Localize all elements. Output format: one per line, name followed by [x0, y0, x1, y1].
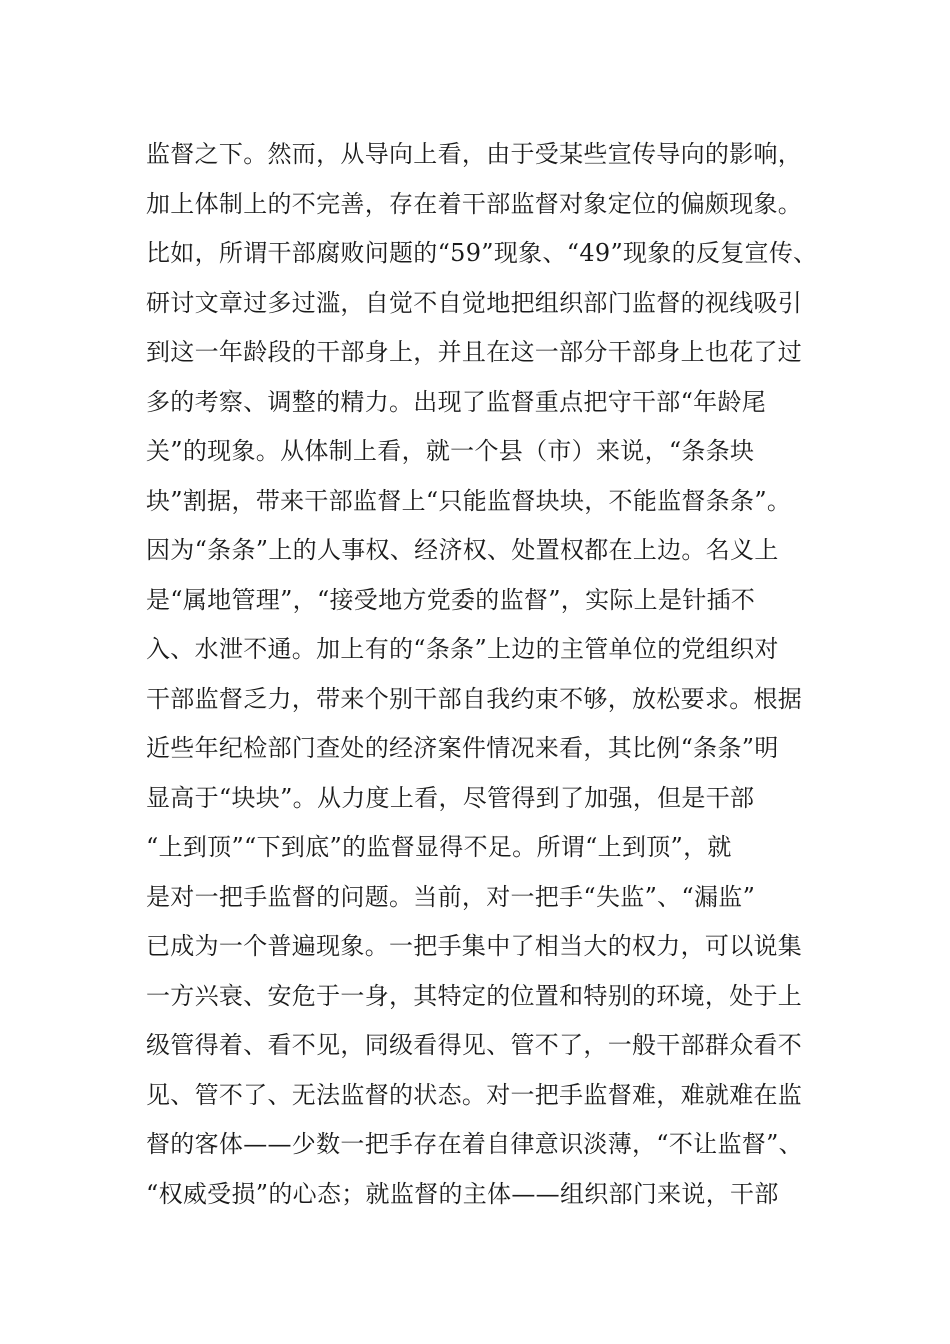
text-line-6: 多的考察、调整的精力。出现了监督重点把守干部“年龄尾: [146, 387, 767, 416]
text-line-11: 入、水泄不通。加上有的“条条”上边的主管单位的党组织对: [146, 635, 779, 663]
text-line-21: 督的客体——少数一把手存在着自律意识淡薄，“不让监督”、: [146, 1130, 803, 1158]
text-line-5: 到这一年龄段的干部身上，并且在这一部分干部身上也花了过: [146, 338, 803, 366]
text-line-4: 研讨文章过多过滥，自觉不自觉地把组织部门监督的视线吸引: [146, 288, 803, 317]
text-line-19: 级管得着、看不见，同级看得见、管不了，一般干部群众看不: [146, 1031, 803, 1059]
text-line-18: 一方兴衰、安危于一身，其特定的位置和特别的环境，处于上: [146, 981, 803, 1010]
text-line-2: 加上体制上的不完善，存在着干部监督对象定位的偏颇现象。: [146, 189, 803, 218]
text-line-12: 干部监督乏力，带来个别干部自我约束不够，放松要求。根据: [146, 684, 803, 713]
text-line-1: 监督之下。然而，从导向上看，由于受某些宣传导向的影响，: [146, 140, 803, 168]
body-text: [146, 130, 836, 1219]
text-line-17: 已成为一个普遍现象。一把手集中了相当大的权力，可以说集: [146, 932, 803, 960]
text-line-10: 是“属地管理”，“接受地方党委的监督”，实际上是针插不: [146, 585, 756, 614]
text-line-8: 块”割据，带来干部监督上“只能监督块块，不能监督条条”。: [146, 486, 792, 515]
text-line-14: 显高于“块块”。从力度上看，尽管得到了加强，但是干部: [146, 783, 755, 812]
text-line-9: 因为“条条”上的人事权、经济权、处置权都在上边。名义上: [146, 536, 779, 564]
text-line-16: 是对一把手监督的问题。当前，对一把手“失监”、“漏监”: [146, 882, 756, 911]
text-line-13: 近些年纪检部门查处的经济案件情况来看，其比例“条条”明: [146, 734, 779, 762]
text-line-22: “权威受损”的心态；就监督的主体——组织部门来说，干部: [146, 1179, 779, 1208]
text-line-3: 比如，所谓干部腐败问题的“59”现象、“49”现象的反复宣传、: [146, 239, 818, 267]
text-line-7: 关”的现象。从体制上看，就一个县（市）来说，“条条块: [146, 437, 755, 465]
text-line-20: 见、管不了、无法监督的状态。对一把手监督难，难就难在监: [146, 1080, 803, 1109]
text-line-15: “上到顶”“下到底”的监督显得不足。所谓“上到顶”，就: [146, 833, 732, 861]
